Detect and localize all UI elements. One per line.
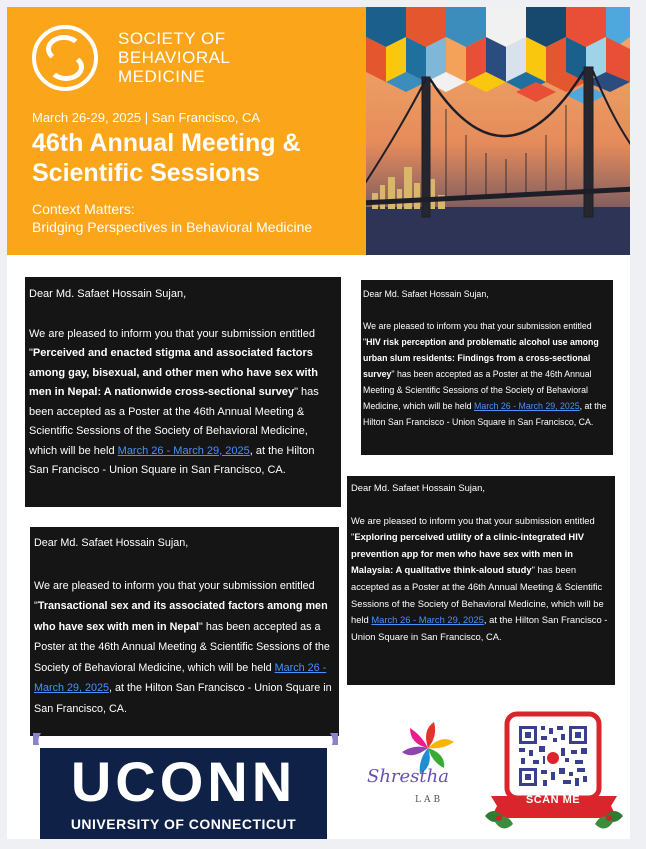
shrestha-wordmark: Shrestha: [367, 766, 449, 787]
letter-body: We are pleased to inform you that your submission entitled "HIV risk perception and problematic alcohol use among urban slum residents: Findings from a cross-sectional survey" has been accepted as a Poster at the 46th Annual Meeting & Scientific Sessions of the Society of Behavioral Medicine, which will be held March 26 - March 29, 2025, at the Hilton San Francisco - Union Square in San Francisco, CA.: [363, 321, 607, 427]
acceptance-letter-4: [30, 527, 339, 736]
letter-greeting: Dear Md. Safaet Hossain Sujan,: [351, 482, 485, 493]
letter-edge-decoration: [33, 733, 338, 745]
qr-code-icon: [481, 710, 627, 838]
uconn-logo: UCONN UNIVERSITY OF CONNECTICUT: [40, 748, 327, 839]
meeting-theme: Context Matters: Bridging Perspectives in Behavioral Medicine: [32, 201, 313, 235]
letter-greeting: Dear Md. Safaet Hossain Sujan,: [29, 288, 187, 300]
sbm-logo-icon: [32, 25, 98, 91]
flyer-page: [7, 7, 630, 839]
event-dates-link[interactable]: March 26 - March 29, 2025: [34, 661, 327, 694]
event-dates-link[interactable]: March 26 - March 29, 2025: [117, 444, 250, 457]
organization-name: SOCIETY OF BEHAVIORAL MEDICINE: [118, 29, 231, 86]
acceptance-letter-2: [361, 280, 613, 455]
letter-body: We are pleased to inform you that your submission entitled "Exploring perceived utility of a clinic-integrated HIV prevention app for men who have sex with men in Malaysia: A qualitative think-aloud study" has been accepted as a Poster at the 46th Annual Meeting & Scientific Sessions of the Society of Behavioral Medicine, which will be held March 26 - March 29, 2025, at the Hilton San Francisco - Union Square in San Francisco, CA.: [351, 514, 608, 642]
submission-title: Perceived and enacted stigma and associated factors among gay, bisexual, and other men who have sex with men in Nepal: A nationwide cross-sectional survey: [29, 347, 318, 398]
letter-body: We are pleased to inform you that your submission entitled "Transactional sex and its associated factors among men who have sex with men in Nepal" has been accepted as a Poster at the 46th Annual Meeting & Scientific Sessions of the Society of Behavioral Medicine, which will be held March 26 - March 29, 2025, at the Hilton San Francisco - Union Square in San Francisco, CA.: [34, 579, 332, 715]
submission-title: Exploring perceived utility of a clinic-integrated HIV prevention app for men who have sex with men in Malaysia: A qualitative think-aloud study: [351, 531, 585, 576]
letter-body: We are pleased to inform you that your submission entitled "Perceived and enacted stigma and associated factors among gay, bisexual, and other men who have sex with men in Nepal: A nationwide cross-sectional survey" has been accepted as a Poster at the 46th Annual Meeting & Scientific Sessions of the Society of Behavioral Medicine, which will be held March 26 - March 29, 2025, at the Hilton San Francisco - Union Square in San Francisco, CA.: [29, 327, 319, 476]
event-dates-link[interactable]: March 26 - March 29, 2025: [474, 401, 580, 411]
golden-gate-bridge-image: [366, 7, 630, 255]
submission-title: Transactional sex and its associated factors among men who have sex with men in Nepal: [34, 600, 328, 633]
date-location: March 26-29, 2025 | San Francisco, CA: [32, 110, 261, 125]
conference-banner: [7, 7, 630, 255]
shrestha-lab-logo: [363, 720, 483, 815]
letter-greeting: Dear Md. Safaet Hossain Sujan,: [34, 537, 189, 549]
event-dates-link[interactable]: March 26 - March 29, 2025: [371, 614, 484, 626]
scan-me-label: SCAN ME: [525, 794, 581, 806]
letter-greeting: Dear Md. Safaet Hossain Sujan,: [363, 289, 489, 299]
lab-wordmark: LAB: [415, 795, 444, 805]
acceptance-letter-1: [25, 277, 341, 507]
meeting-title: 46th Annual Meeting & Scientific Sessions: [32, 129, 301, 187]
acceptance-letter-3: [347, 476, 615, 685]
qr-code-card[interactable]: [481, 710, 627, 838]
submission-title: HIV risk perception and problematic alcohol use among urban slum residents: Findings from a cross-sectional survey: [363, 337, 599, 379]
